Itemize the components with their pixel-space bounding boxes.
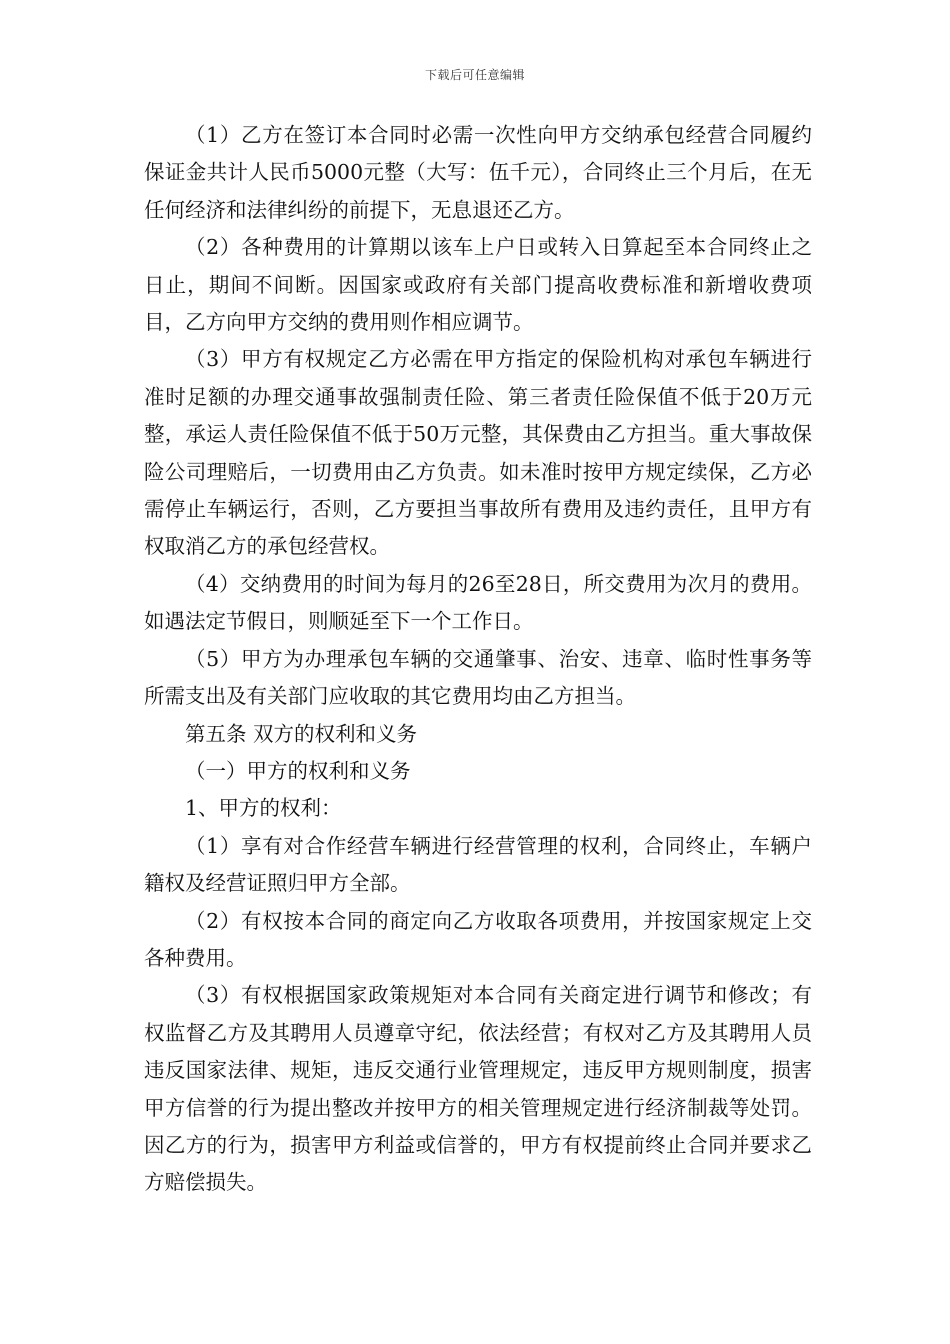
clause-paragraph: （3）有权根据国家政策规矩对本合同有关商定进行调节和修改；有权监督乙方及其聘用人员遵章守纪，依法经营；有权对乙方及其聘用人员违反国家法律、规矩，违反交通行业管理规定，违反甲方规则制度，损害甲方信誉的行为提出整改并按甲方的相关管理规定进行经济制裁等处罚。因乙方的行为，损害甲方利益或信誉的，甲方有权提前终止合同并要求乙方赔偿损失。 [144, 983, 812, 1195]
subsection-heading: （一）甲方的权利和义务 [185, 758, 411, 783]
clause-paragraph: （5）甲方为办理承包车辆的交通肇事、治安、违章、临时性事务等所需支出及有关部门应收取的其它费用均由乙方担当。 [144, 646, 812, 709]
section-heading: 第五条 双方的权利和义务 [185, 721, 418, 746]
subsection-heading: 1、甲方的权利： [185, 796, 342, 821]
clause-paragraph: （2）各种费用的计算期以该车上户日或转入日算起至本合同终止之日止，期间不间断。因国家或政府有关部门提高收费标准和新增收费项目，乙方向甲方交纳的费用则作相应调节。 [144, 235, 812, 335]
clause-paragraph: （1）乙方在签订本合同时必需一次性向甲方交纳承包经营合同履约保证金共计人民币5000元整（大写：伍千元），合同终止三个月后，在无任何经济和法律纠纷的前提下，无息退还乙方。 [144, 123, 812, 222]
document-body [144, 117, 812, 1202]
clause-paragraph: （4）交纳费用的时间为每月的26至28日，所交费用为次月的费用。如遇法定节假日，则顺延至下一个工作日。 [144, 571, 812, 634]
page-header: 下载后可任意编辑 [424, 68, 525, 82]
clause-paragraph: （1）享有对合作经营车辆进行经营管理的权利，合同终止，车辆户籍权及经营证照归甲方全部。 [144, 833, 812, 896]
clause-paragraph: （2）有权按本合同的商定向乙方收取各项费用，并按国家规定上交各种费用。 [144, 908, 812, 970]
clause-paragraph: （3）甲方有权规定乙方必需在甲方指定的保险机构对承包车辆进行准时足额的办理交通事故强制责任险、第三者责任险保值不低于20万元整，承运人责任险保值不低于50万元整，其保费由乙方担当。重大事故保险公司理赔后，一切费用由乙方负责。如未准时按甲方规定续保，乙方必需停止车辆运行，否则，乙方要担当事故所有费用及违约责任，且甲方有权取消乙方的承包经营权。 [144, 347, 812, 559]
